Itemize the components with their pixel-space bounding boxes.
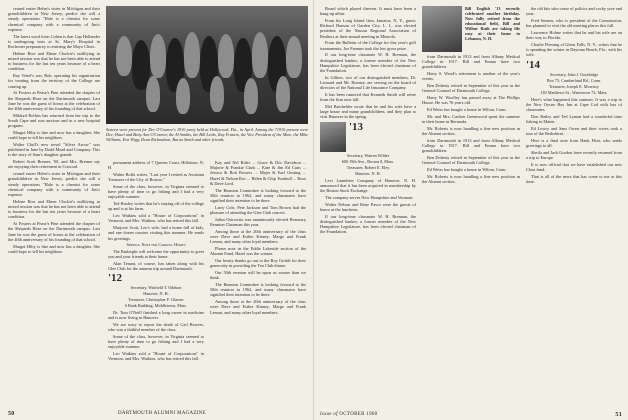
treasurer-line: Treasurer, Christopher F. Glaeser [128, 297, 184, 303]
paragraph: We are sorry to report the death of Carl Bowers, who was a faithful member of the class. [108, 322, 204, 333]
magazine-title: DARTMOUTH ALUMNI MAGAZINE [118, 411, 207, 416]
paragraph: permanent address of 7 Queens Court, Hillsboro, N. H. [108, 160, 204, 171]
paragraph: Mel Batchelder wrote that he and his wife have a large house and many grandchildren, and they plan to visit Hanover in the spring. [320, 104, 416, 120]
paragraph: Some of the class, however, in Virginia seemed to have plenty of time to go fishing and I had a very enjoyable summer. [108, 184, 204, 200]
issue-month: OCTOBER 1960 [339, 412, 378, 417]
treasurer-line: Treasurer, Robert E. Eley [346, 164, 390, 170]
paragraph: Our hearty thanks go out to the Roy Gruhls for their generosity in providing the Ten Club dinner. [210, 258, 306, 269]
paragraph: It is now official that we have established our new Class fund. [526, 161, 622, 173]
person-figure [146, 76, 160, 112]
paragraph: Ed Weiss has bought a house in Wilton, Conn. [427, 107, 507, 113]
paragraph: Margot Hilty is fine and now has a daughter. She could hope to tell his neighbors. [8, 243, 100, 254]
paragraph: Ted Huxley writes that he's staying off of the college up and is at his farm. [108, 201, 204, 212]
paragraph: Helene Rice and Elmer Cluckie's nullifying in mixed session was that he has not been able to attend to business for the last ten years because of a heart condition. [8, 50, 100, 72]
paragraph: from Dartmouth in 1913 and from Albany Medical College in 1917. Bill and Emma have two grandchildren. [422, 138, 520, 154]
page-number: 51 [615, 412, 622, 418]
paragraph: Harry S. Wood's retirement is another of the year's events. [422, 71, 520, 82]
paragraph: Marjorie Scott, Leo's wife, had a home full of kids, and one dozen cousins visiting this summer. He sends his greetings. [108, 225, 204, 241]
photo-caption: Bill English '13 recently celebrated another birthday. Now fully retired from the educational field, Bill and Wilbur Ruth are taking life easy at their home in Lebanon, N. H. [465, 6, 520, 41]
paragraph: Fred Stearns, who is president of the Commission, has planned to visit the old meeting places this fall. [526, 18, 622, 29]
paragraph: If our long-time classmate W. H. Brennan, the distinguished banker, a former member of the New Hampshire Legislature, has been elected chairman of the Foundation. [320, 52, 416, 74]
paragraph: At Fosters at Pease's Pine attended the chapter of the Shepards Hose on the Dartmouth campus. Last June he was the guest of honor at the celebration of the 40th anniversary of his founding of that school. [8, 221, 100, 242]
portrait-photo [422, 6, 462, 52]
person-figure [276, 76, 290, 112]
treasurer-line: Treasurer, Joseph E. Morrissy [548, 83, 600, 89]
person-figure [176, 78, 190, 114]
person-figure [218, 34, 234, 78]
paragraph: the old bits who cease of politics and cocky yore and yoar. [526, 6, 622, 17]
left-column-1 [8, 6, 100, 404]
paragraph: Kay and Nel Rider ... Grace & Doc Davidson ... Majorie & Frankie Clark ... Kate & Jim Ed Cutts ... Jessica & Bob Bowers ... Majer & Earl Gesting ... Hazel & Nelson Roc ... Helen & Chip Turnbull ... Rose & Dave Lord. [210, 160, 306, 186]
paragraph: Walter Boffa writes, "Last year I retired as Assistant Treasurer of the City of Boston." [108, 172, 204, 183]
paragraph: Among those at the 20th anniversary of the class were Dave and Esther Kinney, Marge and Frank Lemon, and many other loyal members. [210, 228, 306, 245]
person-figure [210, 76, 224, 112]
paragraph: Margot Hilty is fine and now has a daughter. She could hope to tell his neighbors. [8, 130, 100, 141]
paragraph: Don Bailey and Ted Lyman had a wonderful time fishing in Maine. [526, 113, 622, 125]
secretary-address: Hanover, N. H. [143, 291, 169, 297]
paragraph: Robert Scott Bremer, '00, and Mrs. Bremer say are enjoying their retirement in Concord. [8, 159, 100, 170]
paragraph: From the Bulletin of the College for this year's golf tournaments, Joe Farnum took the low gross prize. [320, 40, 416, 51]
paragraph: Walter Cluff's new novel "Silver Arrow" was published in June by Dodd Mead and Company. This is the story of Sam's daughter grande. [8, 142, 100, 158]
photo-caption: Sixteen were present for Dee O'Connor's 1910 party held at Hollywood, Fla., in April. Among the 71910 present were Dee, Hazel and Betty Ann O'Connor, the Al Smiths, the Bill Leeks, Ray Francis, the Vice President of the Mine, the Mike Williams, Eva Wigg, Dean Richardson, Bacon Smith and other friends. [106, 127, 308, 142]
paragraph: Mildred Rollins has returned from her trip to the South Cape and was anxious and in a new hospital program. [8, 112, 100, 129]
paragraph: Ben Doherty retired in September of this year as the General Counsel of Dartmouth College. [422, 83, 520, 94]
paragraph: Here is a final note from Hank Flint, who sends greetings to all. [526, 137, 622, 149]
paragraph: Dr. Tom O'Neill finished a long career in medicine and is now living in Hanover. [108, 310, 204, 321]
paragraph: Leo Watkins sold a "House of Corporations" in Vermont, and Mrs. Watkins, who has retired this fall. [108, 213, 204, 224]
person-figure [150, 34, 166, 78]
paragraph: The Burleighs will welcome the opportunity to greet you and your friends at their home. [108, 248, 204, 259]
paragraph: Walter Nelson and Rene Pasco were the guests of honor at the luncheon. [320, 201, 416, 212]
paragraph: Ed Lowry and Sam Owen and their wives took a tour of the Berkshires. [526, 125, 622, 137]
issue-label: Issue of [320, 412, 338, 417]
portrait-photo [320, 122, 346, 152]
paragraph: Lawrence Holme writes that he and his wife are on their way to Florida. [526, 30, 622, 41]
treasurer-address: Hanover, N. H. [355, 170, 381, 176]
person-figure [184, 32, 200, 78]
section-subheading: Springs, Note for Carroll Homes [126, 242, 186, 248]
paragraph: Mr. Roberts is now handling a fine new position in the Alumni section. [422, 174, 520, 185]
right-column-2 [422, 6, 520, 404]
paragraph: Helene Rice and Elmer Cluckie's nullifying in mixed session was that he has not been able to attend to business for the last ten years because of a heart condition. [8, 198, 100, 220]
person-figure [244, 78, 258, 114]
class-heading [320, 122, 416, 176]
paragraph: Sheila and Jack Gordon have recently returned from a trip to Europe. [526, 149, 622, 161]
paragraph: The company serves New Hampshire and Vermont. [325, 194, 414, 200]
class-heading [526, 60, 622, 95]
secretary-line: Secretary, John J. Goodridge [549, 71, 599, 77]
paragraph: Board which played thereon. It must have been a hang-up affair. [320, 6, 416, 17]
paragraph: The Reunion Committee is looking forward to the 50th reunion in 1962, and many classmates have signified their intention to be there. [210, 187, 306, 204]
person-figure [116, 36, 132, 76]
left-footer [8, 411, 306, 417]
paragraph: Mr. Roberts is now handling a fine new position in the Alumni section. [422, 126, 520, 137]
paragraph: Ray Vettel's son, Bob, operating his organization for treating from the territory of the College are coming up. [8, 73, 100, 89]
paragraph: Alan Tenant, of course, has taken along with his Glee Club for the autumn trip around Dartmouth. [108, 260, 204, 271]
secretary-address: 600 19th Ave., Boston 8, Mass. [341, 158, 395, 164]
class-number: '14 [526, 58, 541, 71]
right-column-1 [320, 6, 416, 404]
secretary-line: Secretary, Winfield T. Oddson [130, 285, 182, 291]
paragraph: The Reunion Committee is looking forward to the 50th reunion in 1962, and many classmates have signified their intention to be there. [210, 282, 306, 298]
paragraph: Among those at the 20th anniversary of the class were Dave and Esther Kinney, Marge and Frank Lemon, and many other loyal members. [210, 299, 306, 315]
paragraph: Levi Laundries Company of Hanover, N. H. announced that it has been acquired in membership by the Boston Stock Exchange. [320, 177, 416, 194]
treasurer-address: 183 Matthews St., Watertown 72, Mass. [540, 89, 608, 95]
secretary-line: Secretary, Warren Wilder [346, 152, 390, 158]
right-page [314, 0, 628, 420]
paragraph: Harry W. Woolley has passed away at The Phillips House. He was 76 years old. [422, 95, 520, 106]
paragraph: Larry Cole, Pete Jackson and Tom Brown had the pleasure of attending the Glee Club concert. [210, 204, 306, 216]
paragraph: If our long-time classmate W. H. Brennan, the distinguished banker, a former member of the New Hampshire Legislature, has been elected chairman of the Foundation. [320, 213, 416, 235]
paragraph: Our 50th reunion will be upon us sooner than we think. [210, 270, 306, 281]
paragraph: Here's what happened this summer. It was a trip to the New Oyster Bay Inn at Cape Cod with lots of classmates. [526, 96, 622, 113]
paragraph: ceased easier Helen's sister in Michigan and their grandchildren in New Jersey, predict she will a steady operations "Hale is a chemist for some chemical company with a community of Jim's expense. [8, 6, 100, 32]
class-number: '13 [349, 120, 364, 133]
person-figure [286, 36, 302, 78]
secretary-address: Box 75, Cumberland Rd., Conn. [546, 77, 602, 83]
paragraph: Please note in the Eddie Lakeside section of the Alumni Fund, Hazel was the winner. [210, 246, 306, 257]
paragraph: That is all of the news that has come to me at this time. [526, 173, 622, 185]
paragraph: It has been rumored that Kenneth Smith will retire from the firm next fall. [320, 92, 416, 103]
paragraph: from Dartmouth in 1913 and from Albany Medical College in 1917. Bill and Emma have two grandchildren. [422, 54, 520, 70]
paragraph: Julius Ostrowitz was unanimously elected Honorary Reunion Chairman this year. [210, 216, 306, 228]
paragraph: The latest word from Cohen is that Cap Hollander is undergoing tests at St. Mary's Hospital in Rochester preparatory to entering the Mayo Clinic. [8, 33, 100, 50]
left-column-2 [108, 160, 204, 404]
treasurer-address: 6 Bank Building, Middletown, Mass. [124, 303, 188, 309]
paragraph: At Fosters at Pease's Pine attended the chapter of the Shepards Hose on the Dartmouth campus. Last June he was the guest of honor at the celebration of the 40th anniversary of his founding of that school. [8, 90, 100, 112]
paragraph: In Gilbert, two of our distinguished members, Dr. Leonard and Mr. Bonney, are serving on the board of directors of the National Life Insurance Company. [320, 74, 416, 91]
group-photo [106, 6, 308, 124]
paragraph: ceased easier Helen's sister in Michigan and their grandchildren in New Jersey, predict she will a steady operations "Hale is a chemist for some chemical company with a community of Jim's expense. [8, 171, 100, 198]
right-footer [320, 412, 622, 417]
paragraph: Leo Watkins sold a "House of Corporations" in Vermont, and Mrs. Watkins, who has retired this fall. [108, 351, 204, 362]
right-column-3 [526, 6, 622, 404]
left-column-3 [210, 160, 306, 404]
class-heading [108, 273, 204, 308]
class-number: '12 [108, 272, 123, 285]
paragraph: From his Long Island firm, Jamaica, N. Y., guest: Richard Hanson of Garden City, L. I., was elected president of the Nassau Regional Association of Realtors at their annual meeting in Mineola. [320, 18, 416, 39]
paragraph: Ben Doherty retired in September of this year as the General Counsel of Dartmouth College. [422, 155, 520, 166]
paragraph: Ed Weiss has bought a house in Wilton, Conn. [427, 167, 507, 173]
page-number: 50 [8, 411, 15, 417]
paragraph: Some of the class, however, in Virginia seemed to have plenty of time to go fishing and I had a very enjoyable summer. [108, 334, 204, 350]
person-figure [252, 32, 268, 78]
paragraph: Charlie Fleming of Glens Falls, N. Y., writes that he is spending the winter in Daytona Beach, Fla., with his wife. [526, 42, 622, 58]
paragraph: Mr. and Mrs. Carlton Greenwood spent the summer in their home in Bermuda. [422, 114, 520, 125]
